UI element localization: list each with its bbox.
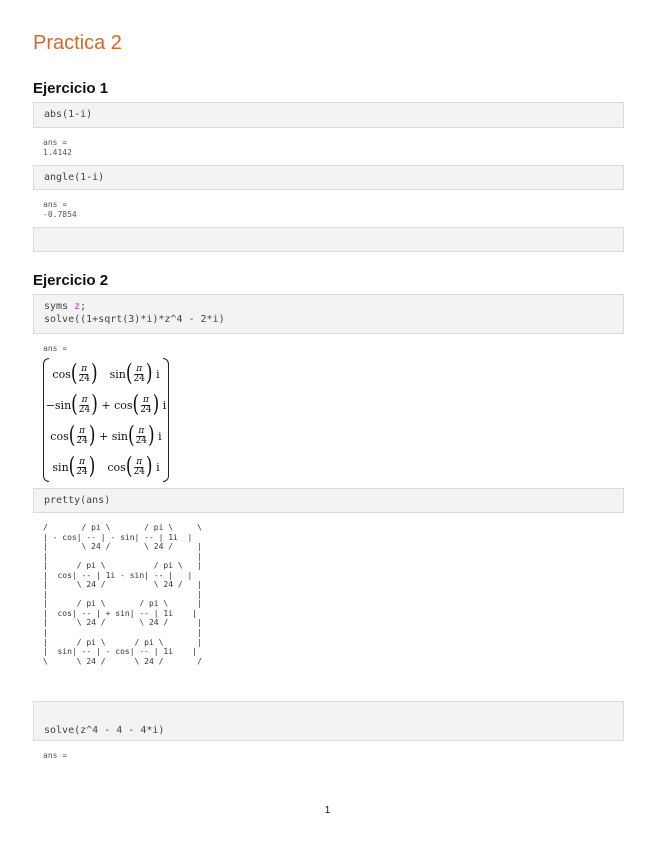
- section-heading-ejercicio-1: Ejercicio 1: [33, 80, 109, 97]
- section-heading-ejercicio-2: Ejercicio 2: [33, 272, 109, 289]
- matrix-row-1: cos ( $\frac{\pi}{24}$ ) sin ( $\frac{\pi}{24}$ ) i: [52, 359, 160, 387]
- code-semicolon: ;: [80, 301, 87, 312]
- code-cell-pretty[interactable]: pretty(ans): [33, 488, 624, 513]
- matrix-left-bracket: [43, 358, 49, 482]
- matrix-right-bracket: [163, 358, 169, 482]
- output-angle: ans = -0.7854: [43, 200, 77, 219]
- output-label-solve-2: ans =: [43, 751, 68, 760]
- code-cell-empty[interactable]: [33, 227, 624, 252]
- page-number: 1: [324, 805, 331, 816]
- matrix-row-4: sin ( $\frac{\pi}{24}$ ) cos ( $\frac{\pi}{24}$ ) i: [52, 452, 160, 480]
- code-line-solve: solve((1+sqrt(3)*i)*z^4 - 2*i): [44, 314, 225, 325]
- output-abs: ans = 1.4142: [43, 138, 72, 157]
- output-label-solve-1: ans =: [43, 344, 68, 353]
- matrix-row-3: cos ( $\frac{\pi}{24}$ ) + sin ( $\frac{\pi}{24}$ ) i: [50, 421, 162, 449]
- matrix-row-2: − sin ( $\frac{\pi}{24}$ ) + cos ( $\frac{\pi}{24}$ ) i: [45, 390, 167, 418]
- document-title: Practica 2: [33, 32, 122, 54]
- code-cell-solve-2[interactable]: solve(z^4 - 4 - 4*i): [33, 701, 624, 741]
- code-cell-angle[interactable]: angle(1-i): [33, 165, 624, 190]
- output-pretty: / / pi \ / pi \ \ | - cos| -- | - sin| -- | 1i | | \ 24 / \ 24 / | | | | / pi \ / pi \ | | cos| -- | 1i - sin| -- | | | \ 24 / \ 24 / | | | | / pi \ / pi \ | | cos| -- | + sin| -- | 1i | | \ 24 / \ 24 / | | | | / pi \ / pi \ | | sin| -- | - cos| -- | 1i | \ \ 24 / \ 24 / /: [43, 523, 202, 666]
- code-cell-abs[interactable]: abs(1-i): [33, 102, 624, 128]
- symbolic-matrix-output: [43, 358, 169, 484]
- code-keyword: syms: [44, 301, 69, 312]
- code-variable: z: [74, 301, 81, 312]
- code-cell-solve-1[interactable]: [33, 294, 624, 334]
